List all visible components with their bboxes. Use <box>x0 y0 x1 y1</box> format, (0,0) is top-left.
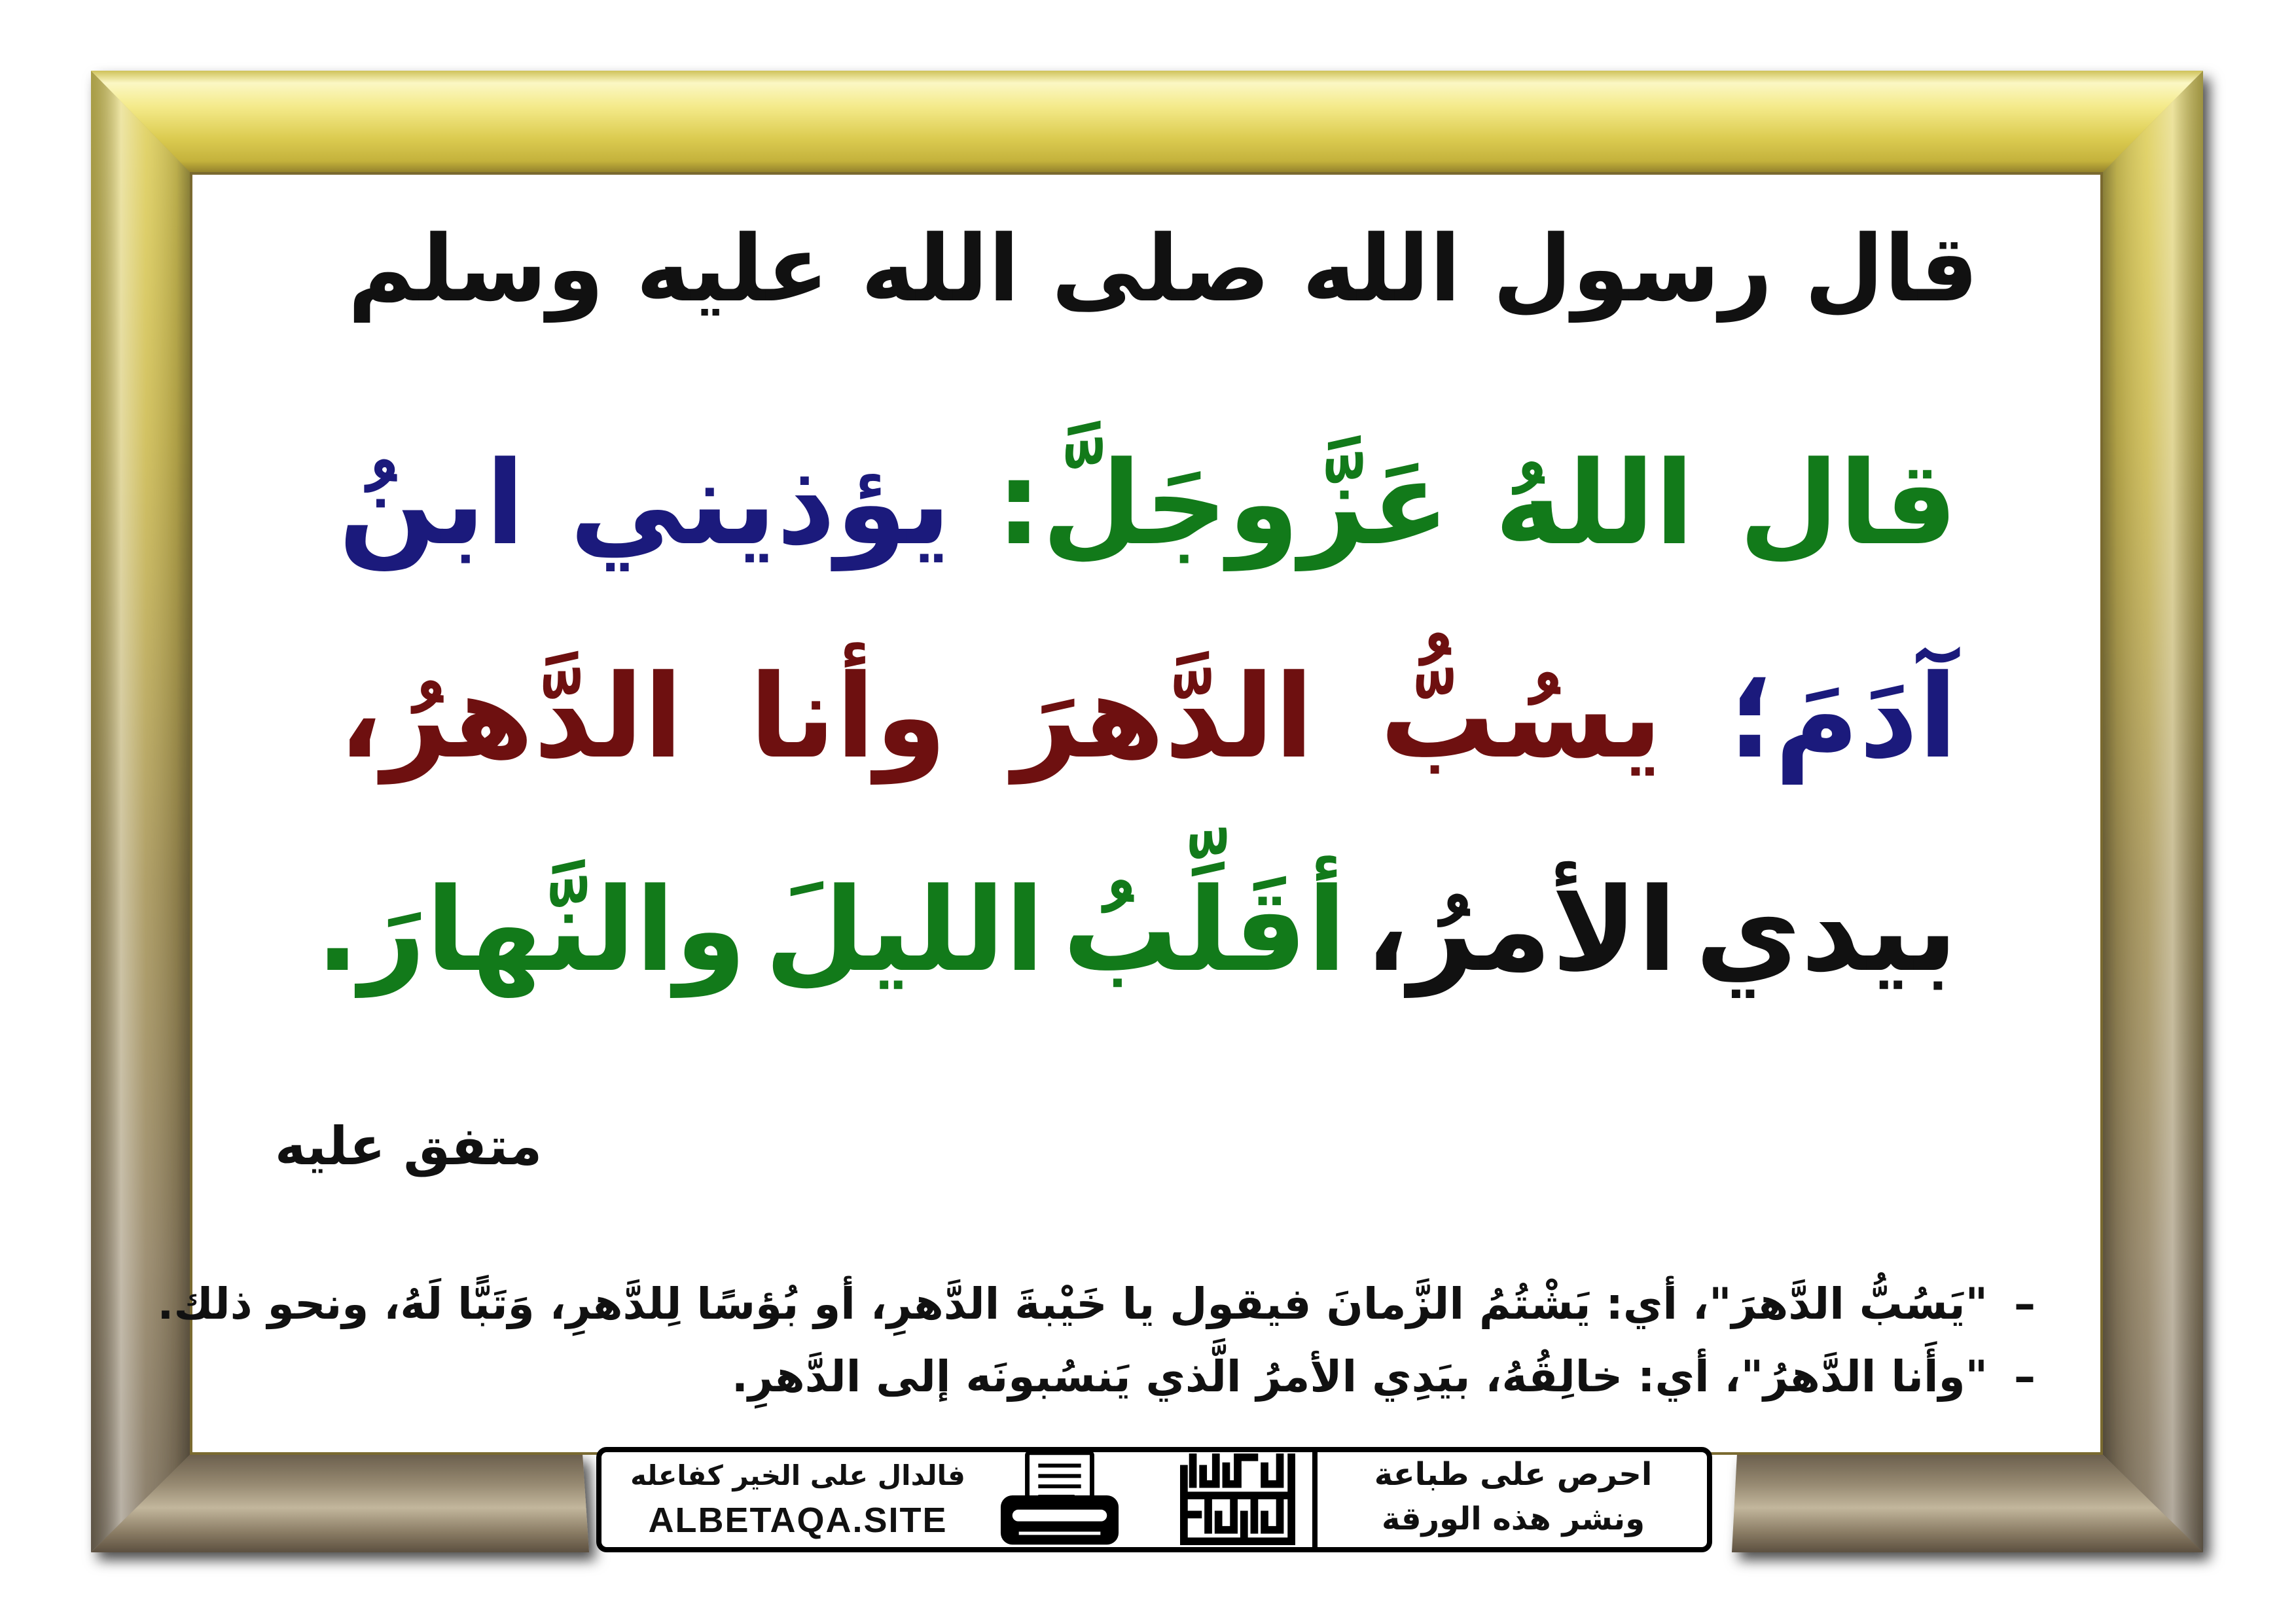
frame-top <box>91 71 2203 173</box>
hadith-word: بيدي <box>1695 863 1958 997</box>
note-bullet: – <box>2014 1351 2036 1402</box>
hadith-word: يؤذيني <box>569 437 952 571</box>
hadith-word: الليلَ <box>764 863 1045 997</box>
hadith-line-1 <box>338 429 1958 579</box>
footer-call-block <box>1319 1452 1707 1547</box>
printer-icon <box>998 1448 1121 1548</box>
hadith-word: وأنا <box>749 650 947 784</box>
note-bullet: – <box>2014 1279 2036 1329</box>
hadith-word: أقَلِّبُ <box>1062 863 1347 997</box>
hadith-word: الدَّهرُ، <box>338 650 683 784</box>
footer-call-line-2: ونشر هذه الورقة <box>1381 1501 1645 1537</box>
hadith-word: يسُبُّ <box>1380 650 1662 784</box>
note-text: "يَسُبُّ الدَّهرَ"، أي: يَشْتُمُ الزَّمانَ فيقول يا خَيْبةَ الدَّهرِ، أو بُؤسًا لِلدَّهرِ، وَتَبًّا لَهُ، ونحو ذلك. <box>157 1279 1988 1329</box>
hadith-word: آدَمَ؛ <box>1728 650 1958 784</box>
hadith-word: اللهُ <box>1494 437 1695 571</box>
kufic-logo <box>1180 1454 1295 1545</box>
note-text: "وأَنا الدَّهرُ"، أي: خالِقُهُ، بيَدِي الأمرُ الَّذي يَنسُبونَه إلى الدَّهرِ. <box>731 1351 1988 1402</box>
hadith-source: متفق عليه <box>275 1116 543 1177</box>
footer-divider <box>1312 1452 1318 1547</box>
hadith-word: الدَّهرَ <box>1013 650 1314 784</box>
site-url: ALBETAQA.SITE <box>648 1501 948 1540</box>
hadith-word: عَزَّوجَلَّ: <box>996 437 1450 571</box>
hadith-word: ابنُ <box>338 437 525 571</box>
hadith-line-3 <box>315 856 1958 1006</box>
footer-banner <box>596 1447 1712 1552</box>
hadith-word: والنَّهارَ. <box>315 863 747 997</box>
footer-call-line-1: احرص على طباعة <box>1374 1456 1653 1493</box>
footer-motto-block <box>601 1452 994 1547</box>
hadith-word: الأمرُ، <box>1365 863 1677 997</box>
explanation-note <box>157 1276 2036 1332</box>
content-panel <box>191 173 2102 1454</box>
page-title: قال رسول الله صلى الله عليه وسلم <box>348 216 1979 323</box>
hadith-line-2 <box>338 643 1958 793</box>
explanation-note <box>255 1349 2036 1405</box>
hadith-word: قال <box>1738 437 1958 571</box>
footer-motto: فالدال على الخير كفاعله <box>630 1459 965 1491</box>
